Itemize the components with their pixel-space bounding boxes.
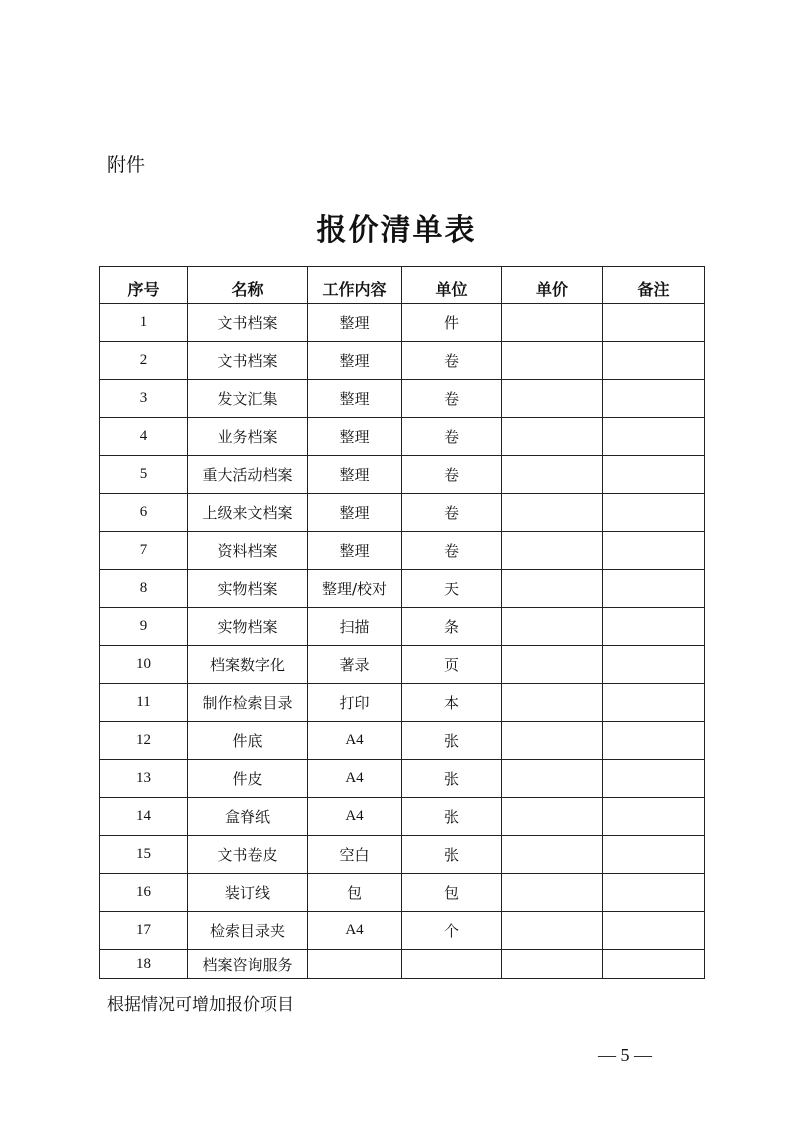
cell-index: 9	[100, 608, 188, 646]
cell-work: 空白	[308, 836, 402, 874]
cell-unit: 张	[402, 760, 502, 798]
table-row	[100, 456, 705, 494]
cell-unit: 卷	[402, 532, 502, 570]
cell-index: 14	[100, 798, 188, 836]
cell-price	[502, 798, 603, 836]
cell-name: 档案数字化	[188, 646, 308, 684]
cell-index: 12	[100, 722, 188, 760]
cell-unit: 张	[402, 722, 502, 760]
cell-remark	[603, 950, 705, 979]
cell-remark	[603, 304, 705, 342]
cell-index: 5	[100, 456, 188, 494]
table-row	[100, 380, 705, 418]
table-row	[100, 646, 705, 684]
cell-remark	[603, 532, 705, 570]
header-unit: 单位	[402, 267, 502, 304]
cell-remark	[603, 646, 705, 684]
header-index: 序号	[100, 267, 188, 304]
cell-unit: 包	[402, 874, 502, 912]
cell-name: 检索目录夹	[188, 912, 308, 950]
cell-index: 18	[100, 950, 188, 979]
cell-work: 整理	[308, 532, 402, 570]
table-header-row	[100, 267, 705, 304]
cell-work: A4	[308, 912, 402, 950]
cell-unit: 本	[402, 684, 502, 722]
quote-table	[99, 266, 705, 979]
header-remark: 备注	[603, 267, 705, 304]
attachment-label: 附件	[107, 154, 146, 176]
cell-remark	[603, 912, 705, 950]
table-row	[100, 798, 705, 836]
cell-work: 整理/校对	[308, 570, 402, 608]
header-price: 单价	[502, 267, 603, 304]
cell-index: 4	[100, 418, 188, 456]
cell-price	[502, 494, 603, 532]
cell-unit	[402, 950, 502, 979]
page-title: 报价清单表	[316, 213, 477, 248]
cell-price	[502, 760, 603, 798]
cell-name: 上级来文档案	[188, 494, 308, 532]
cell-unit: 张	[402, 798, 502, 836]
cell-name: 重大活动档案	[188, 456, 308, 494]
cell-work: A4	[308, 760, 402, 798]
cell-work: A4	[308, 722, 402, 760]
cell-price	[502, 456, 603, 494]
cell-remark	[603, 342, 705, 380]
cell-price	[502, 722, 603, 760]
cell-remark	[603, 456, 705, 494]
cell-name: 业务档案	[188, 418, 308, 456]
cell-name: 档案咨询服务	[188, 950, 308, 979]
cell-remark	[603, 494, 705, 532]
cell-unit: 卷	[402, 456, 502, 494]
table-row	[100, 836, 705, 874]
cell-work: 打印	[308, 684, 402, 722]
cell-name: 文书档案	[188, 304, 308, 342]
cell-index: 7	[100, 532, 188, 570]
table-row	[100, 722, 705, 760]
cell-price	[502, 608, 603, 646]
cell-work: 整理	[308, 342, 402, 380]
cell-unit: 卷	[402, 380, 502, 418]
table-row	[100, 570, 705, 608]
cell-work: 整理	[308, 304, 402, 342]
cell-work: 整理	[308, 418, 402, 456]
cell-name: 文书档案	[188, 342, 308, 380]
cell-remark	[603, 836, 705, 874]
cell-unit: 个	[402, 912, 502, 950]
footer-note: 根据情况可增加报价项目	[107, 995, 294, 1015]
cell-work: 包	[308, 874, 402, 912]
table-row	[100, 684, 705, 722]
table-row	[100, 950, 705, 979]
cell-name: 制作检索目录	[188, 684, 308, 722]
cell-name: 盒脊纸	[188, 798, 308, 836]
table-row	[100, 760, 705, 798]
cell-index: 10	[100, 646, 188, 684]
cell-remark	[603, 760, 705, 798]
cell-price	[502, 532, 603, 570]
cell-remark	[603, 874, 705, 912]
cell-name: 装订线	[188, 874, 308, 912]
cell-unit: 页	[402, 646, 502, 684]
table-row	[100, 494, 705, 532]
cell-name: 文书卷皮	[188, 836, 308, 874]
cell-price	[502, 836, 603, 874]
cell-name: 件底	[188, 722, 308, 760]
header-name: 名称	[188, 267, 308, 304]
cell-work: A4	[308, 798, 402, 836]
cell-price	[502, 912, 603, 950]
cell-price	[502, 380, 603, 418]
cell-index: 8	[100, 570, 188, 608]
cell-index: 11	[100, 684, 188, 722]
cell-work: 整理	[308, 456, 402, 494]
cell-price	[502, 950, 603, 979]
cell-price	[502, 874, 603, 912]
cell-price	[502, 570, 603, 608]
cell-work: 整理	[308, 380, 402, 418]
cell-unit: 卷	[402, 494, 502, 532]
cell-index: 3	[100, 380, 188, 418]
cell-index: 6	[100, 494, 188, 532]
cell-index: 2	[100, 342, 188, 380]
cell-price	[502, 684, 603, 722]
table-row	[100, 874, 705, 912]
page-number: — 5 —	[598, 1045, 652, 1065]
table-row	[100, 608, 705, 646]
cell-name: 实物档案	[188, 608, 308, 646]
cell-unit: 天	[402, 570, 502, 608]
cell-price	[502, 304, 603, 342]
cell-remark	[603, 684, 705, 722]
cell-price	[502, 342, 603, 380]
cell-remark	[603, 722, 705, 760]
header-work: 工作内容	[308, 267, 402, 304]
cell-name: 实物档案	[188, 570, 308, 608]
cell-remark	[603, 380, 705, 418]
cell-price	[502, 646, 603, 684]
cell-work: 扫描	[308, 608, 402, 646]
cell-index: 17	[100, 912, 188, 950]
cell-work: 著录	[308, 646, 402, 684]
cell-index: 16	[100, 874, 188, 912]
cell-work	[308, 950, 402, 979]
cell-remark	[603, 570, 705, 608]
cell-unit: 条	[402, 608, 502, 646]
cell-name: 发文汇集	[188, 380, 308, 418]
cell-work: 整理	[308, 494, 402, 532]
cell-remark	[603, 418, 705, 456]
table-row	[100, 418, 705, 456]
cell-unit: 件	[402, 304, 502, 342]
table-row	[100, 304, 705, 342]
cell-remark	[603, 608, 705, 646]
cell-price	[502, 418, 603, 456]
cell-name: 资料档案	[188, 532, 308, 570]
cell-remark	[603, 798, 705, 836]
table-row	[100, 912, 705, 950]
cell-unit: 张	[402, 836, 502, 874]
cell-index: 13	[100, 760, 188, 798]
cell-unit: 卷	[402, 418, 502, 456]
cell-unit: 卷	[402, 342, 502, 380]
cell-index: 15	[100, 836, 188, 874]
cell-index: 1	[100, 304, 188, 342]
table-row	[100, 532, 705, 570]
cell-name: 件皮	[188, 760, 308, 798]
table-row	[100, 342, 705, 380]
